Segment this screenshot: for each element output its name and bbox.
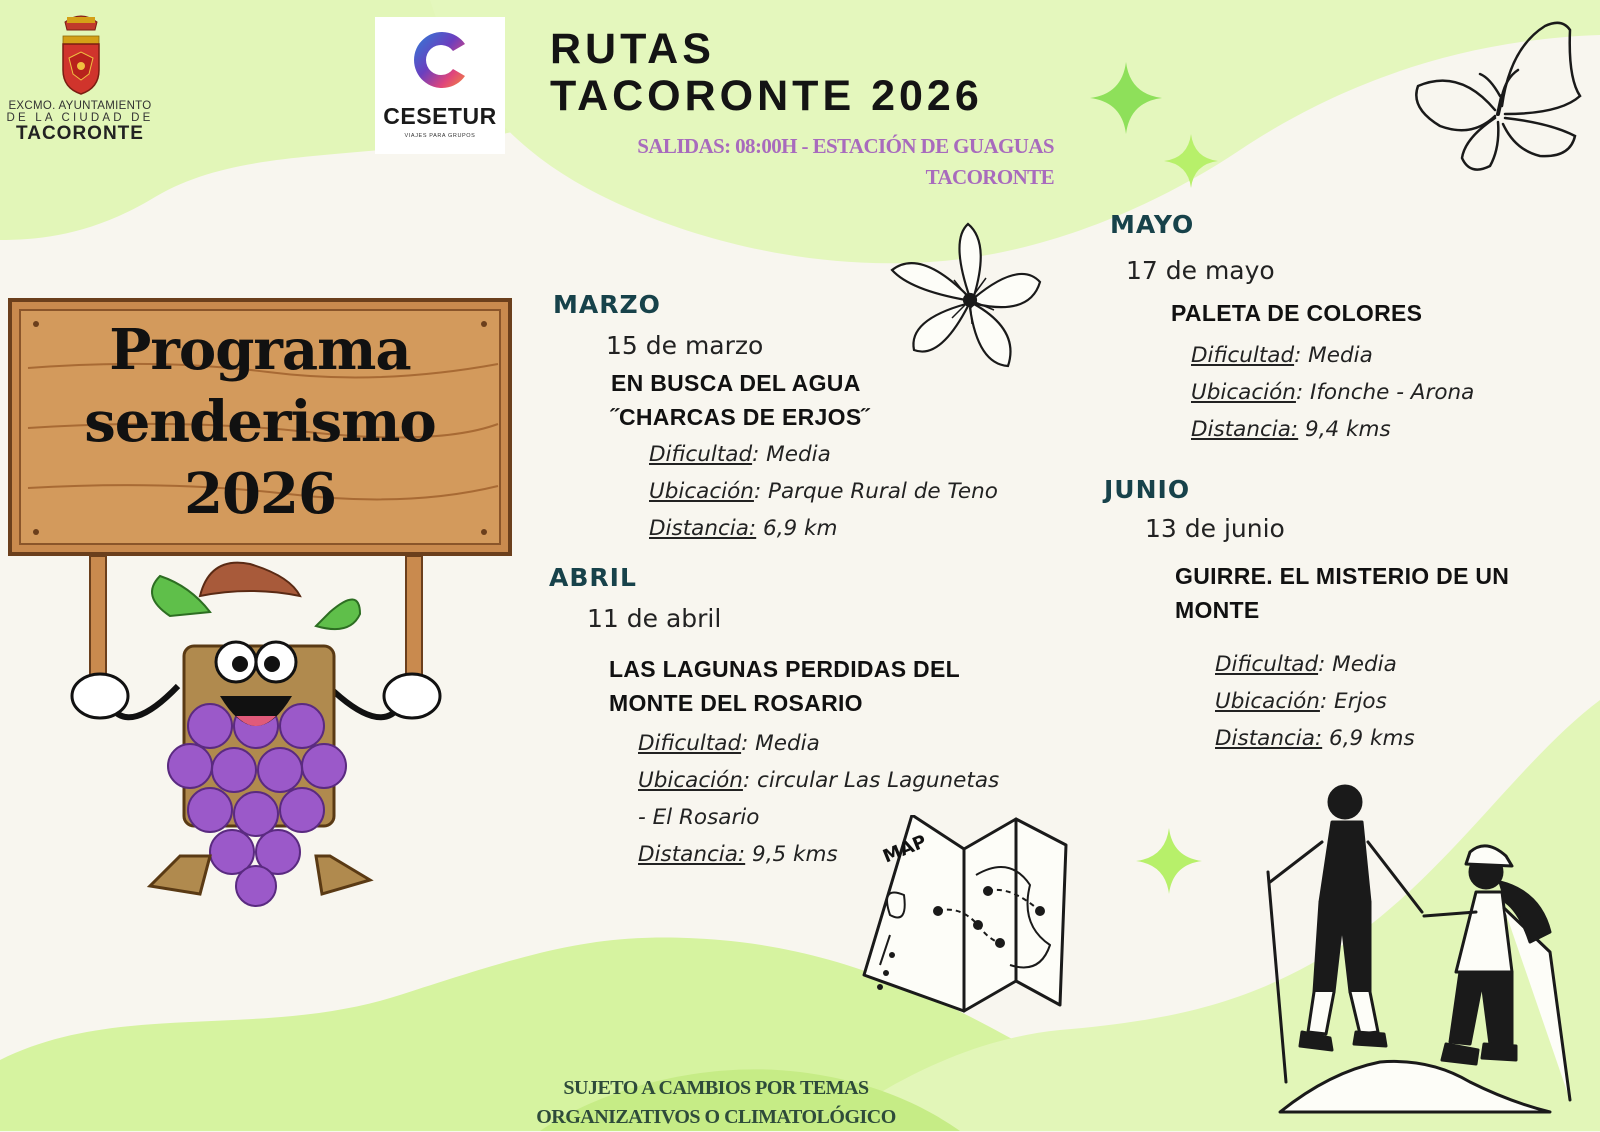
route-title-junio bbox=[1175, 559, 1509, 627]
distance-value: 9,5 kms bbox=[745, 842, 838, 867]
grape-mascot-illustration bbox=[60, 556, 460, 926]
location-value: : Erjos bbox=[1319, 689, 1387, 714]
route-title-abril bbox=[609, 652, 960, 720]
month-abril: ABRIL bbox=[549, 563, 637, 592]
sparkle-star-icon bbox=[1090, 62, 1162, 134]
sparkle-star-bottom-icon bbox=[1136, 828, 1202, 894]
location-label: Ubicación bbox=[1191, 380, 1296, 405]
location-mayo bbox=[1191, 374, 1474, 411]
date-abril: 11 de abril bbox=[587, 604, 722, 633]
date-mayo: 17 de mayo bbox=[1126, 256, 1275, 285]
distance-label: Distancia: bbox=[638, 842, 746, 867]
difficulty-label: Dificultad bbox=[649, 442, 753, 467]
location-value: : Ifonche - Arona bbox=[1295, 380, 1475, 405]
route-title-abril-line-1: LAS LAGUNAS PERDIDAS DEL bbox=[609, 656, 960, 682]
distance-value: 6,9 km bbox=[756, 516, 838, 541]
sign-line-1: Programa bbox=[109, 317, 411, 383]
location-label: Ubicación bbox=[649, 479, 754, 504]
difficulty-junio bbox=[1215, 646, 1415, 683]
difficulty-value: : Media bbox=[741, 731, 820, 756]
distance-label: Distancia: bbox=[1191, 417, 1299, 442]
month-junio: JUNIO bbox=[1104, 475, 1191, 504]
departure-info bbox=[560, 131, 1054, 193]
date-marzo: 15 de marzo bbox=[606, 331, 764, 360]
partner-logo bbox=[375, 17, 505, 154]
title-line-1: RUTAS bbox=[550, 25, 715, 73]
hikers-illustration bbox=[1250, 782, 1595, 1122]
distance-marzo bbox=[649, 510, 998, 547]
route-title-junio-line-1: GUIRRE. EL MISTERIO DE UN bbox=[1175, 563, 1510, 589]
location-label: Ubicación bbox=[1215, 689, 1320, 714]
date-junio: 13 de junio bbox=[1145, 514, 1285, 543]
route-title-junio-line-2: MONTE bbox=[1175, 597, 1260, 623]
difficulty-label: Dificultad bbox=[1215, 652, 1319, 677]
route-title-mayo bbox=[1171, 296, 1422, 330]
location-junio bbox=[1215, 683, 1415, 720]
distance-label: Distancia: bbox=[649, 516, 757, 541]
route-title-mayo-line-1: PALETA DE COLORES bbox=[1171, 300, 1423, 326]
distance-junio bbox=[1215, 720, 1415, 757]
difficulty-value: : Media bbox=[1318, 652, 1397, 677]
location-label: Ubicación bbox=[638, 768, 743, 793]
month-marzo: MARZO bbox=[553, 290, 661, 319]
disclaimer bbox=[506, 1074, 926, 1132]
sign-title bbox=[8, 314, 512, 530]
distance-value: 9,4 kms bbox=[1298, 417, 1391, 442]
map-label: MAP bbox=[880, 831, 930, 868]
sparkle-star-small-icon bbox=[1164, 134, 1218, 188]
route-title-abril-line-2: MONTE DEL ROSARIO bbox=[609, 690, 863, 716]
location-abril bbox=[638, 762, 999, 799]
departure-line-2: TACORONTE bbox=[925, 165, 1054, 189]
coat-of-arms-icon bbox=[55, 12, 107, 96]
location-value: : Parque Rural de Teno bbox=[753, 479, 998, 504]
council-line-1: EXCMO. AYUNTAMIENTO bbox=[8, 100, 152, 112]
flower-icon bbox=[890, 220, 1050, 375]
route-details-marzo bbox=[649, 436, 998, 547]
partner-tagline: VIAJES PARA GRUPOS bbox=[404, 133, 476, 139]
route-details-junio bbox=[1215, 646, 1415, 757]
route-details-mayo bbox=[1191, 337, 1474, 448]
distance-label: Distancia: bbox=[1215, 726, 1323, 751]
partner-name: CESETUR bbox=[383, 103, 497, 129]
title-line-2: TACORONTE 2026 bbox=[550, 72, 983, 120]
route-title-marzo bbox=[611, 366, 869, 434]
council-line-3: TACORONTE bbox=[16, 123, 144, 145]
route-title-marzo-line-1: EN BUSCA DEL AGUA bbox=[611, 370, 861, 396]
difficulty-mayo bbox=[1191, 337, 1474, 374]
location-marzo bbox=[649, 473, 998, 510]
page-title bbox=[550, 26, 983, 120]
distance-mayo bbox=[1191, 411, 1474, 448]
difficulty-label: Dificultad bbox=[1191, 343, 1295, 368]
disclaimer-line-2: ORGANIZATIVOS O CLIMATOLÓGICO bbox=[536, 1106, 896, 1128]
location-value: : circular Las Lagunetas bbox=[742, 768, 1000, 793]
distance-value: 6,9 kms bbox=[1322, 726, 1415, 751]
sign-line-3: 2026 bbox=[184, 461, 336, 527]
difficulty-abril bbox=[638, 725, 999, 762]
disclaimer-line-1: SUJETO A CAMBIOS POR TEMAS bbox=[563, 1077, 869, 1099]
butterfly-icon bbox=[1410, 18, 1590, 180]
cesetur-c-logo-icon bbox=[407, 26, 473, 94]
council-name bbox=[6, 100, 154, 144]
difficulty-marzo bbox=[649, 436, 998, 473]
council-line-2: DE LA CIUDAD DE bbox=[6, 112, 154, 125]
departure-line-1: SALIDAS: 08:00H - ESTACIÓN DE GUAGUAS bbox=[637, 134, 1054, 158]
difficulty-label: Dificultad bbox=[638, 731, 742, 756]
route-title-marzo-line-2: ˝CHARCAS DE ERJOS˝ bbox=[611, 404, 870, 430]
difficulty-value: : Media bbox=[1294, 343, 1373, 368]
location-abril-cont: - El Rosario bbox=[638, 805, 760, 830]
sign-line-2: senderismo bbox=[84, 389, 436, 455]
difficulty-value: : Media bbox=[752, 442, 831, 467]
month-mayo: MAYO bbox=[1110, 210, 1195, 239]
